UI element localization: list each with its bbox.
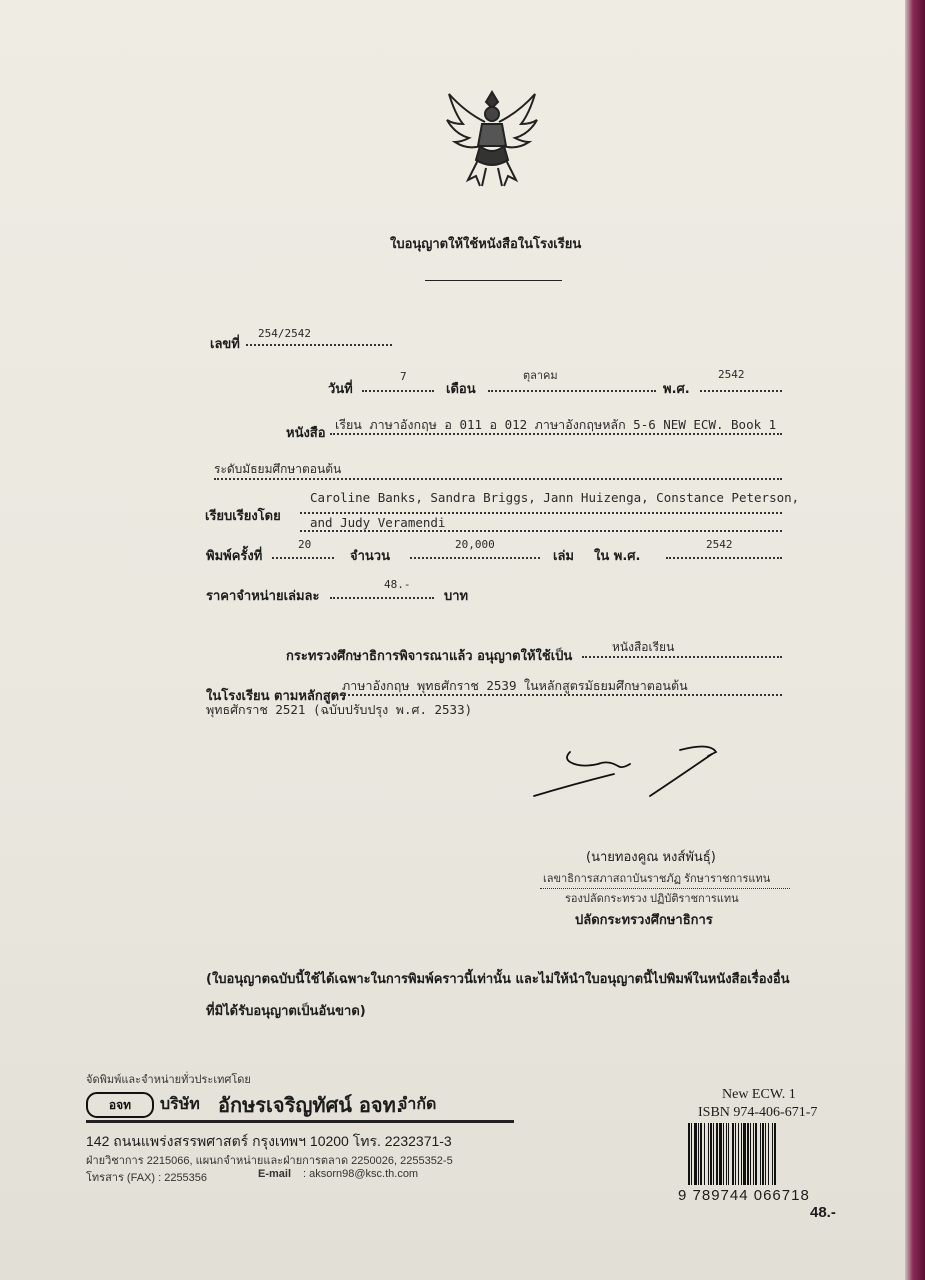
publisher-phones: ฝ่ายวิชาการ 2215066, แผนกจำหน่ายและฝ่ายการตลาด 2250026, 2255352-5 (86, 1155, 453, 1167)
note-line-2: ที่มิได้รับอนุญาตเป็นอันขาด) (206, 1004, 366, 1019)
authors-line2: and Judy Veramendi (310, 515, 446, 530)
school-dots (336, 694, 782, 696)
handwritten-signature (530, 740, 730, 810)
publisher-rule (86, 1120, 514, 1123)
company-name: อักษรเจริญทัศน์ อจท. (218, 1093, 404, 1117)
barcode-digits: 9 789744 066718 (678, 1187, 810, 1204)
authors-line1: Caroline Banks, Sandra Briggs, Jann Huizenga, Constance Peterson, (310, 490, 800, 505)
day-label: วันที่ (328, 382, 353, 397)
note-line-1: (ใบอนุญาตฉบับนี้ใช้ได้เฉพาะในการพิมพ์คราวนี้เท่านั้น และไม่ให้นำใบอนุญาตนี้ไปพิมพ์ในหนังสือเรื่องอื่น (206, 972, 790, 987)
logo-text: อจท (108, 1097, 132, 1112)
email-label: E-mail (258, 1168, 292, 1180)
signer-name: (นายทองคูณ หงส์พันธุ์) (586, 850, 716, 865)
month-dots (488, 390, 656, 392)
barcode-bar (776, 1123, 777, 1185)
garuda-emblem (442, 84, 542, 194)
edition-dots (272, 557, 334, 559)
authors-dots2 (300, 530, 782, 532)
distributed-by: จัดพิมพ์และจำหน่ายทั่วประเทศโดย (86, 1074, 251, 1086)
qty-label: จำนวน (350, 549, 390, 564)
isbn-barcode (688, 1123, 840, 1185)
number-label: เลขที่ (210, 337, 240, 352)
publisher-address: 142 ถนนแพร่งสรรพศาสตร์ กรุงเทพฯ 10200 โทร. 2232371-3 (86, 1133, 452, 1149)
company-prefix: บริษัท (160, 1094, 200, 1113)
publisher-fax: โทรสาร (FAX) : 2255356 (86, 1172, 208, 1184)
series-label: New ECW. 1 (722, 1087, 796, 1102)
month-value: ตุลาคม (523, 369, 558, 382)
in-year-dots (666, 557, 782, 559)
in-year-label: ใน พ.ศ. (594, 549, 641, 564)
in-year-value: 2542 (706, 538, 733, 551)
baht-label: บาท (444, 589, 469, 604)
ministry-value: หนังสือเรียน (612, 640, 675, 654)
number-dots (246, 344, 392, 346)
qty-dots (410, 557, 540, 559)
isbn-label: ISBN 974-406-671-7 (698, 1105, 818, 1120)
signer-role-2: รองปลัดกระทรวง ปฏิบัติราชการแทน (565, 893, 739, 905)
day-value: 7 (400, 370, 407, 383)
publisher-logo (86, 1092, 154, 1118)
copies-label: เล่ม (553, 549, 574, 564)
school-text: ในโรงเรียน ตามหลักสูตร (206, 689, 347, 704)
level-dots (214, 478, 782, 480)
email-value: : aksorn98@ksc.th.com (303, 1168, 419, 1180)
price-dots (330, 597, 434, 599)
book-label: หนังสือ (286, 426, 326, 441)
number-value: 254/2542 (258, 327, 311, 340)
day-dots (362, 390, 434, 392)
school-value-2: พุทธศักราช 2521 (ฉบับปรับปรุง พ.ศ. 2533) (206, 702, 473, 717)
company-suffix: จำกัด (398, 1094, 437, 1113)
cover-edge (905, 0, 925, 1280)
price-label: ราคาจำหน่ายเล่มละ (206, 589, 320, 604)
qty-value: 20,000 (455, 538, 495, 551)
book-dots (330, 433, 782, 435)
school-value: ภาษาอังกฤษ พุทธศักราช 2539 ในหลักสูตรมัธยมศึกษาตอนต้น (342, 678, 688, 693)
year-label: พ.ศ. (663, 382, 690, 397)
signer-role-1: เลขาธิการสภาสถาบันราชภัฏ รักษาราชการแทน (543, 873, 771, 885)
year-value: 2542 (718, 368, 745, 381)
level-value: ระดับมัธยมศึกษาตอนต้น (214, 462, 342, 476)
authors-dots1 (300, 512, 782, 514)
title-underline (425, 280, 562, 281)
edition-label: พิมพ์ครั้งที่ (206, 549, 263, 564)
ministry-text: กระทรวงศึกษาธิการพิจารณาแล้ว อนุญาตให้ใช้เป็น (286, 649, 573, 664)
authors-label: เรียบเรียงโดย (205, 509, 281, 524)
year-dots (700, 390, 782, 392)
month-label: เดือน (446, 382, 476, 397)
cover-price: 48.- (810, 1204, 836, 1221)
book-value: เรียน ภาษาอังกฤษ อ 011 อ 012 ภาษาอังกฤษหลัก 5-6 NEW ECW. Book 1 (335, 417, 777, 432)
price-value: 48.- (384, 578, 411, 591)
edition-value: 20 (298, 538, 312, 551)
document-title: ใบอนุญาตให้ใช้หนังสือในโรงเรียน (390, 237, 582, 252)
signer-role-3: ปลัดกระทรวงศึกษาธิการ (575, 913, 713, 928)
